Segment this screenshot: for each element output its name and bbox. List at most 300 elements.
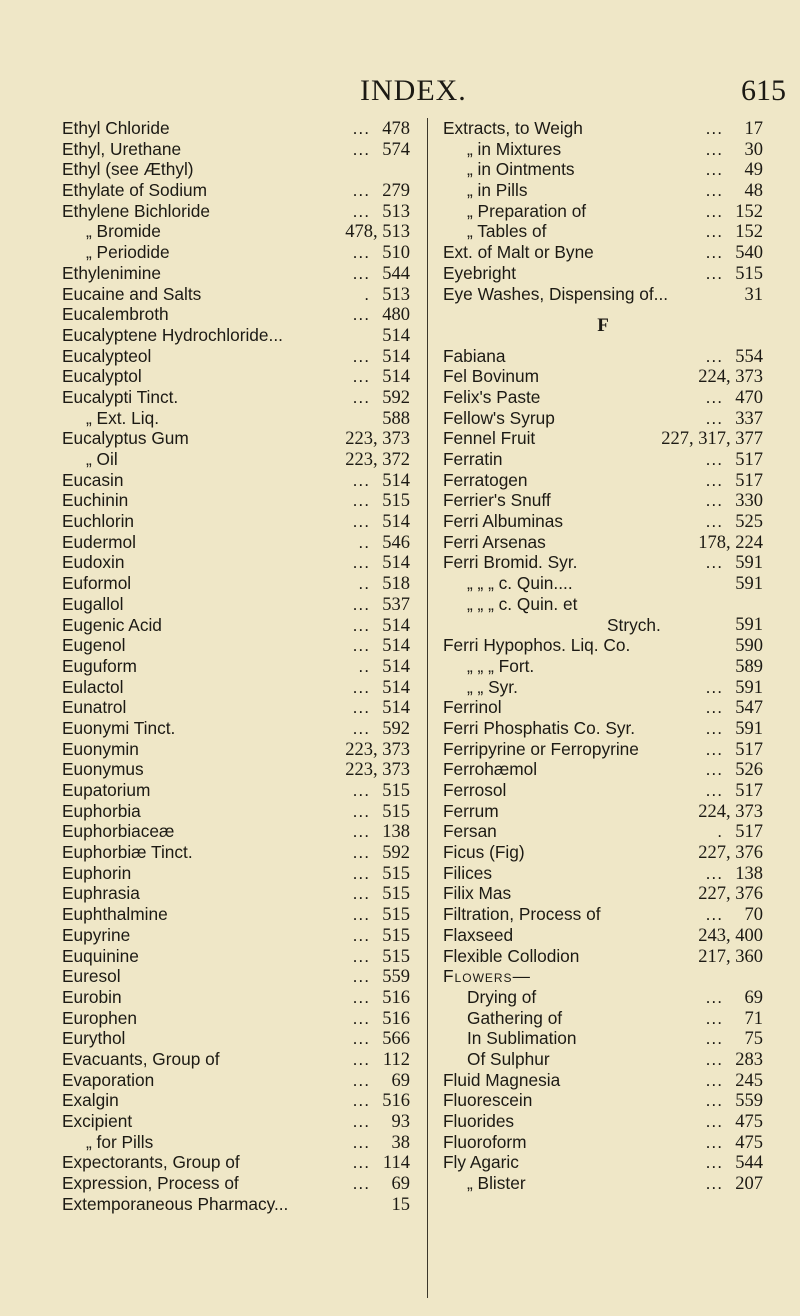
index-entry bbox=[62, 532, 410, 553]
page-reference: 559 bbox=[735, 1091, 763, 1112]
index-entry bbox=[443, 904, 763, 925]
index-term-text: Fel Bovinum bbox=[443, 366, 540, 387]
index-term bbox=[443, 408, 700, 429]
index-term bbox=[443, 697, 700, 718]
page-reference: 283 bbox=[735, 1049, 763, 1070]
index-term-text: Eurythol bbox=[62, 1028, 126, 1049]
page-reference: 71 bbox=[744, 1008, 763, 1029]
page-reference: 513 bbox=[382, 284, 410, 305]
leader-dots: ... bbox=[705, 986, 723, 1007]
index-term bbox=[62, 946, 347, 967]
index-entry bbox=[443, 1111, 763, 1132]
index-term bbox=[62, 1111, 347, 1132]
page-reference: 537 bbox=[382, 594, 410, 615]
leader-dots: ... bbox=[352, 697, 370, 718]
page-reference: 69 bbox=[744, 987, 763, 1008]
index-term bbox=[443, 1152, 700, 1173]
index-entry bbox=[443, 180, 763, 201]
index-term-text: Filices bbox=[443, 862, 492, 883]
leader-dots: . bbox=[717, 821, 723, 842]
leader-dots: .. bbox=[358, 573, 370, 594]
index-term bbox=[62, 201, 347, 222]
index-entry bbox=[62, 1090, 410, 1111]
index-term bbox=[443, 1049, 700, 1070]
page-reference: 470 bbox=[735, 387, 763, 408]
index-term bbox=[62, 221, 333, 242]
leader-dots: ... bbox=[352, 180, 370, 201]
index-term bbox=[62, 987, 347, 1008]
index-entry bbox=[62, 635, 410, 656]
index-term-text: Ferrier's Snuff bbox=[443, 490, 551, 511]
index-term-text: „ „ „ c. Quin.... bbox=[467, 573, 573, 594]
index-entry bbox=[443, 759, 763, 780]
leader-dots: ... bbox=[352, 945, 370, 966]
index-term-text: Euguform bbox=[62, 655, 137, 676]
index-term-text: „ Oil bbox=[86, 449, 118, 469]
page-reference: 223, 373 bbox=[345, 429, 410, 450]
index-term bbox=[62, 408, 364, 429]
index-term-text: Drying of bbox=[467, 986, 537, 1007]
index-term bbox=[443, 677, 700, 698]
index-term bbox=[62, 1152, 347, 1173]
leader-dots: ... bbox=[705, 1007, 723, 1028]
index-term bbox=[443, 925, 686, 946]
index-entry bbox=[62, 1049, 410, 1070]
index-column-left bbox=[62, 118, 410, 1214]
page-reference: 592 bbox=[382, 387, 410, 408]
leader-dots: ... bbox=[352, 366, 370, 387]
page-reference: 114 bbox=[382, 1153, 410, 1174]
page-reference: 546 bbox=[382, 532, 410, 553]
index-entry bbox=[62, 346, 410, 367]
index-term bbox=[62, 366, 347, 387]
index-term-text: Ext. of Malt or Byne bbox=[443, 242, 594, 263]
page-reference: 591 bbox=[735, 677, 763, 698]
index-term bbox=[443, 987, 700, 1008]
index-entry bbox=[62, 615, 410, 636]
page-reference: 227, 317, 377 bbox=[661, 429, 763, 450]
index-term bbox=[443, 863, 700, 884]
page-reference: 515 bbox=[735, 263, 763, 284]
index-term bbox=[62, 1028, 347, 1049]
index-term-text: Euphthalmine bbox=[62, 904, 168, 925]
index-term bbox=[62, 739, 333, 760]
index-term bbox=[443, 387, 700, 408]
page-reference: 69 bbox=[391, 1174, 410, 1195]
index-term-text: Eucalypti Tinct. bbox=[62, 386, 179, 407]
index-term bbox=[443, 532, 686, 553]
index-term bbox=[443, 511, 700, 532]
page-reference: 245 bbox=[735, 1070, 763, 1091]
index-entry bbox=[62, 180, 410, 201]
index-term-text: Eyebright bbox=[443, 262, 517, 283]
leader-dots: ... bbox=[705, 1131, 723, 1152]
leader-dots: ... bbox=[352, 966, 370, 987]
index-term-text: Ethylate of Sodium bbox=[62, 180, 208, 201]
page-reference: 223, 373 bbox=[345, 739, 410, 760]
index-term-text: Ficus (Fig) bbox=[443, 842, 525, 863]
index-term-text: „ in Mixtures bbox=[467, 138, 562, 159]
page-reference: 337 bbox=[735, 408, 763, 429]
index-term bbox=[443, 201, 700, 222]
index-term-text: Eucaine and Salts bbox=[62, 283, 202, 304]
index-term-text: Evaporation bbox=[62, 1069, 155, 1090]
leader-dots: ... bbox=[705, 511, 723, 532]
index-term-text: Euphorbia bbox=[62, 800, 141, 821]
index-entry bbox=[62, 1194, 410, 1215]
index-term bbox=[62, 511, 347, 532]
index-term-text: „ „ Syr. bbox=[467, 676, 518, 697]
index-term bbox=[443, 718, 700, 739]
page-reference: 515 bbox=[382, 801, 410, 822]
index-entry bbox=[443, 346, 763, 367]
index-term bbox=[443, 946, 686, 967]
index-term-text: Ethyl, Urethane bbox=[62, 138, 182, 159]
index-entry bbox=[62, 1070, 410, 1091]
index-term bbox=[443, 635, 717, 656]
index-entry bbox=[62, 1152, 410, 1173]
page-reference: 48 bbox=[744, 181, 763, 202]
index-term-text: Ferri Hypophos. Liq. Co. bbox=[443, 635, 631, 656]
index-term-text: Ferri Arsenas bbox=[443, 531, 546, 552]
index-term bbox=[443, 759, 700, 780]
index-entry bbox=[443, 428, 763, 449]
index-term-text: Filix Mas bbox=[443, 883, 512, 904]
index-entry bbox=[62, 1008, 410, 1029]
index-entry bbox=[62, 697, 410, 718]
page-reference: 592 bbox=[382, 843, 410, 864]
index-entry bbox=[62, 759, 410, 780]
leader-dots: ... bbox=[352, 676, 370, 697]
index-term bbox=[62, 966, 347, 987]
leader-dots: ... bbox=[352, 821, 370, 842]
index-term bbox=[443, 263, 700, 284]
index-term-text: „ Periodide bbox=[86, 242, 170, 263]
leader-dots: ... bbox=[705, 180, 723, 201]
index-entry bbox=[62, 428, 410, 449]
index-term-text: Euchinin bbox=[62, 490, 129, 511]
index-term-text: Ferrum bbox=[443, 800, 499, 821]
index-entry bbox=[62, 677, 410, 698]
index-entry bbox=[443, 677, 763, 698]
page-reference: 152 bbox=[735, 201, 763, 222]
page-reference: 227, 376 bbox=[698, 843, 763, 864]
leader-dots: ... bbox=[352, 1111, 370, 1131]
index-entry bbox=[62, 656, 410, 677]
index-entry bbox=[443, 987, 763, 1008]
index-entry bbox=[443, 387, 763, 408]
page-reference: 525 bbox=[735, 512, 763, 533]
leader-dots: ... bbox=[352, 593, 370, 614]
index-term bbox=[62, 346, 347, 367]
index-term-text: „ for Pills bbox=[86, 1131, 154, 1152]
index-term bbox=[62, 387, 347, 408]
index-entry bbox=[443, 449, 763, 470]
leader-dots: ... bbox=[352, 717, 370, 738]
index-term-text: Eye Washes, Dispensing of... bbox=[443, 283, 669, 304]
index-term-text: „ Blister bbox=[467, 1173, 526, 1194]
index-term-text: Eugenic Acid bbox=[62, 614, 162, 635]
index-entry bbox=[62, 1132, 410, 1153]
leader-dots: ... bbox=[705, 1111, 723, 1132]
index-term-text: Ethylenimine bbox=[62, 262, 161, 283]
page-reference: 514 bbox=[382, 367, 410, 388]
leader-dots: ... bbox=[352, 862, 370, 883]
index-entry bbox=[62, 118, 410, 139]
index-term-text: Fabiana bbox=[443, 345, 506, 366]
page-reference: 515 bbox=[382, 905, 410, 926]
leader-dots: ... bbox=[705, 862, 723, 883]
index-entry bbox=[62, 904, 410, 925]
index-term bbox=[62, 656, 352, 677]
index-term-text: Of Sulphur bbox=[467, 1048, 550, 1069]
page-reference: 590 bbox=[735, 636, 763, 657]
page-reference: 38 bbox=[391, 1132, 410, 1153]
index-entry bbox=[443, 532, 763, 553]
page-reference: 515 bbox=[382, 491, 410, 512]
index-term-text: Euonymi Tinct. bbox=[62, 717, 176, 738]
page-reference: 224, 373 bbox=[698, 367, 763, 388]
page-reference: 227, 376 bbox=[698, 884, 763, 905]
index-term-text: Ethyl Chloride bbox=[62, 118, 170, 138]
page-reference: 69 bbox=[391, 1070, 410, 1091]
index-term bbox=[62, 1008, 347, 1029]
index-term bbox=[62, 180, 347, 201]
index-term-text: Extracts, to Weigh bbox=[443, 118, 583, 138]
index-entry bbox=[443, 594, 763, 635]
index-entry bbox=[62, 263, 410, 284]
index-entry bbox=[62, 821, 410, 842]
index-term bbox=[443, 118, 700, 139]
page-reference: 574 bbox=[382, 139, 410, 160]
index-entry bbox=[443, 470, 763, 491]
page-reference: 515 bbox=[382, 884, 410, 905]
index-term bbox=[62, 428, 333, 449]
index-entry bbox=[443, 697, 763, 718]
index-term bbox=[62, 594, 347, 615]
index-term bbox=[62, 573, 352, 594]
leader-dots: .. bbox=[358, 531, 370, 552]
index-entry bbox=[443, 1008, 763, 1029]
index-term bbox=[443, 221, 700, 242]
leader-dots: ... bbox=[352, 1131, 370, 1152]
index-term-text: Eugallol bbox=[62, 593, 124, 614]
index-term bbox=[62, 821, 347, 842]
index-term-text: „ Ext. Liq. bbox=[86, 407, 159, 428]
index-term bbox=[62, 759, 333, 780]
page-reference: 70 bbox=[744, 905, 763, 926]
index-term-text: Fersan bbox=[443, 821, 497, 842]
page-reference: 49 bbox=[744, 160, 763, 181]
leader-dots: ... bbox=[352, 780, 370, 800]
index-term-text: Fennel Fruit bbox=[443, 428, 536, 449]
page-reference: 514 bbox=[382, 615, 410, 636]
index-term-text: „ in Pills bbox=[467, 180, 528, 201]
page-reference: 554 bbox=[735, 346, 763, 367]
page-reference: 516 bbox=[382, 1008, 410, 1029]
index-term-text: Eucalyptene Hydrochloride... bbox=[62, 324, 283, 345]
index-entry bbox=[443, 801, 763, 822]
index-entry bbox=[62, 490, 410, 511]
index-term-text: Ferrinol bbox=[443, 697, 502, 718]
leader-dots: ... bbox=[705, 1173, 723, 1194]
index-entry bbox=[62, 387, 410, 408]
page-reference: 223, 373 bbox=[345, 760, 410, 781]
index-term bbox=[443, 159, 700, 180]
leader-dots: ... bbox=[352, 883, 370, 904]
index-term-text: Ferrohæmol bbox=[443, 759, 538, 780]
index-term bbox=[443, 904, 700, 925]
index-term bbox=[62, 325, 364, 346]
index-term bbox=[62, 718, 347, 739]
page-reference: 526 bbox=[735, 760, 763, 781]
leader-dots: ... bbox=[705, 138, 723, 159]
page-reference: 515 bbox=[382, 863, 410, 884]
leader-dots: ... bbox=[352, 1090, 370, 1111]
index-entry bbox=[62, 366, 410, 387]
leader-dots: ... bbox=[352, 1007, 370, 1028]
index-term bbox=[62, 304, 347, 325]
page-reference: 514 bbox=[382, 512, 410, 533]
index-term-text: Eucalypteol bbox=[62, 345, 152, 366]
index-term-text: Evacuants, Group of bbox=[62, 1048, 220, 1069]
index-entry bbox=[443, 863, 763, 884]
page-reference: 31 bbox=[744, 284, 763, 305]
index-term bbox=[62, 1070, 347, 1091]
index-term-text: Filtration, Process of bbox=[443, 904, 601, 925]
leader-dots: ... bbox=[352, 490, 370, 511]
index-term-text: „ „ „ c. Quin. et bbox=[467, 593, 578, 614]
page-reference: 559 bbox=[382, 967, 410, 988]
index-term bbox=[443, 284, 717, 305]
index-term-text: Exalgin bbox=[62, 1090, 119, 1111]
index-entry bbox=[62, 449, 410, 470]
page-reference: 112 bbox=[382, 1049, 410, 1070]
index-entry bbox=[62, 1173, 410, 1194]
index-term bbox=[443, 1111, 700, 1132]
index-term-text: Fluoroform bbox=[443, 1131, 527, 1152]
leader-dots: ... bbox=[705, 345, 723, 366]
leader-dots: ... bbox=[352, 118, 370, 138]
index-term-text: Ethyl (see Æthyl) bbox=[62, 159, 194, 180]
index-term-text: Euchlorin bbox=[62, 511, 135, 532]
index-term bbox=[443, 180, 700, 201]
page-reference: 330 bbox=[735, 491, 763, 512]
page-reference: 243, 400 bbox=[698, 925, 763, 946]
index-entry bbox=[443, 635, 763, 656]
page-reference: 223, 372 bbox=[345, 450, 410, 470]
index-term bbox=[443, 780, 700, 801]
index-term-text: In Sublimation bbox=[467, 1028, 577, 1049]
page-reference: 178, 224 bbox=[698, 532, 763, 553]
index-entry bbox=[62, 139, 410, 160]
column-divider bbox=[427, 118, 428, 1298]
index-term-text: Flowers— bbox=[443, 966, 531, 987]
index-term bbox=[62, 490, 347, 511]
index-entry bbox=[443, 656, 763, 677]
index-entry bbox=[443, 366, 763, 387]
leader-dots: ... bbox=[352, 1152, 370, 1173]
leader-dots: ... bbox=[352, 904, 370, 925]
index-term bbox=[62, 677, 347, 698]
index-term-text: Flaxseed bbox=[443, 924, 514, 945]
index-entry bbox=[443, 1070, 763, 1091]
index-entry bbox=[62, 801, 410, 822]
index-term-text: Europhen bbox=[62, 1007, 137, 1028]
index-entry bbox=[62, 511, 410, 532]
leader-dots: ... bbox=[352, 1028, 370, 1049]
index-entry bbox=[443, 573, 763, 594]
page-reference: 514 bbox=[382, 470, 410, 491]
index-term bbox=[443, 1070, 700, 1091]
leader-dots: ... bbox=[705, 717, 723, 738]
index-term bbox=[62, 532, 352, 553]
index-term bbox=[62, 470, 347, 491]
page-title: INDEX. bbox=[360, 74, 467, 107]
index-entry bbox=[443, 946, 763, 967]
page-reference: 517 bbox=[735, 450, 763, 471]
leader-dots: ... bbox=[352, 386, 370, 407]
index-term-text: Euonymin bbox=[62, 738, 139, 759]
index-group-f bbox=[443, 346, 763, 1194]
index-term-text: Gathering of bbox=[467, 1007, 563, 1028]
page-reference: 589 bbox=[735, 656, 763, 677]
index-entry bbox=[443, 201, 763, 222]
index-entry bbox=[443, 883, 763, 904]
leader-dots: ... bbox=[705, 676, 723, 697]
leader-dots: ... bbox=[705, 1069, 723, 1090]
index-entry bbox=[62, 987, 410, 1008]
leader-dots: ... bbox=[705, 159, 723, 180]
leader-dots: ... bbox=[705, 1028, 723, 1049]
leader-dots: ... bbox=[352, 345, 370, 366]
index-term bbox=[62, 863, 347, 884]
page-reference: 516 bbox=[382, 987, 410, 1008]
page-reference: 17 bbox=[744, 119, 763, 139]
index-entry bbox=[443, 1173, 763, 1194]
leader-dots: ... bbox=[352, 635, 370, 656]
index-term-text: Euonymus bbox=[62, 759, 144, 780]
index-entry bbox=[443, 1090, 763, 1111]
index-term-text: Ferrosol bbox=[443, 780, 507, 801]
leader-dots: ... bbox=[352, 469, 370, 490]
index-term-text: Eucasin bbox=[62, 469, 124, 490]
index-term-text: Eudermol bbox=[62, 531, 136, 552]
index-term bbox=[443, 656, 717, 677]
index-term bbox=[62, 1173, 347, 1194]
leader-dots: ... bbox=[352, 1048, 370, 1069]
page-reference: 514 bbox=[382, 636, 410, 657]
index-term bbox=[62, 883, 347, 904]
index-term-text: Ethylene Bichloride bbox=[62, 200, 210, 221]
page-reference: 514 bbox=[382, 677, 410, 698]
page-reference: 152 bbox=[735, 222, 763, 243]
index-term-text: „ Preparation of bbox=[467, 200, 587, 221]
index-term-continuation: Strych. bbox=[607, 614, 661, 635]
page-reference: 544 bbox=[382, 263, 410, 284]
index-term-text: Eupatorium bbox=[62, 780, 151, 800]
leader-dots: ... bbox=[352, 842, 370, 863]
leader-dots: ... bbox=[705, 386, 723, 407]
page-reference: 93 bbox=[391, 1112, 410, 1132]
index-term bbox=[443, 883, 686, 904]
page-reference: 513 bbox=[382, 201, 410, 222]
page-reference: 475 bbox=[735, 1112, 763, 1133]
index-term-text: „ Tables of bbox=[467, 221, 547, 242]
index-column-right bbox=[443, 118, 763, 1194]
leader-dots: ... bbox=[352, 614, 370, 635]
index-term-text: Eulactol bbox=[62, 676, 124, 697]
